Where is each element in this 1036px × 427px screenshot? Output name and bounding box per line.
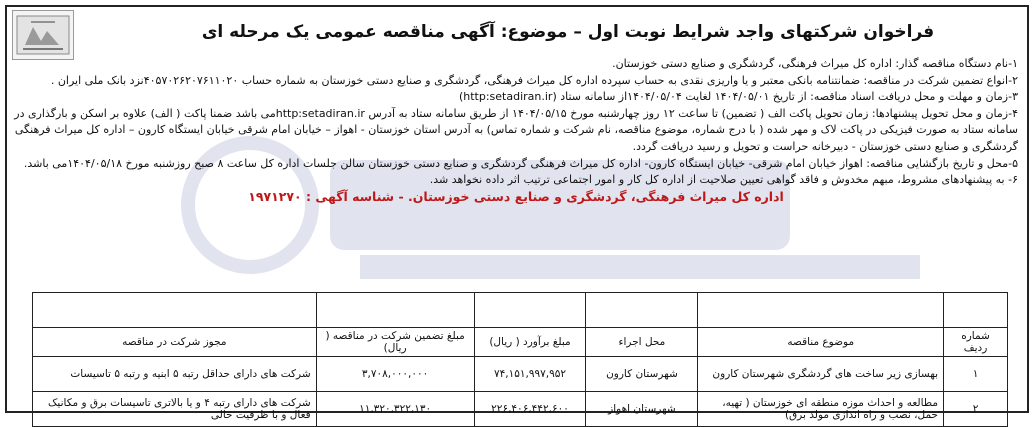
cell-guarantee: ۳,۷۰۸,۰۰۰,۰۰۰ [316, 357, 474, 392]
clause-6: ۶- به پیشنهادهای مشروط، مبهم مخدوش و فاقد گواهی تعیین صلاحیت از اداره کل کار و امور اجتماعی ترتیب اثر داده نخواهد شد. [429, 173, 1018, 187]
clause-3: ۳-زمان و مهلت و محل دریافت اسناد مناقصه: از تاریخ ۱۴۰۴/۰۵/۰۱ لغایت ۱۴۰۴/۰۵/۰۴از سامانه ستاد (http:setadiran.ir) [458, 90, 1018, 104]
clause-5: ۵-محل و تاریخ بازگشایی مناقصه: اهواز خیابان امام شرقی- خیابان ایستگاه کارون- اداره کل میراث فرهنگی گردشگری و صنایع دستی خوزستان سالن جلسات اداره کل ساعت ۸ صبح روزشنبه مورخ ۱۴۰۴/۰۵/۱۸می باشد. [23, 156, 1018, 170]
notice-body [14, 56, 1018, 205]
header-guarantee: مبلغ تضمین شرکت در مناقصه ( ریال) [316, 328, 474, 357]
header-estimate: مبلغ برآورد ( ریال) [474, 328, 586, 357]
cell-estimate: ۲۲۶,۴۰۶,۴۴۲,۶۰۰ [474, 392, 586, 427]
cell-license: شرکت های دارای حداقل رتبه ۵ ابنیه و رتبه ۵ تاسیسات [33, 357, 317, 392]
header-location: محل اجراء [586, 328, 698, 357]
cell-subject: بهسازی زیر ساخت های گردشگری شهرستان کارون [698, 357, 944, 392]
cell-row-no: ۱ [944, 357, 1008, 392]
clause-4: ۴-زمان و محل تحویل پیشنهادها: زمان تحویل پاکت الف ( تضمین) تا ساعت ۱۲ روز چهارشنبه مورخ ۱۴۰۴/۰۵/۱۵ از طریق سامانه ستاد به آدرس http:setadiran.irمی باشد ضمنا پاکت ( الف) علاوه بر اسکن و بارگذاری در سامانه ستاد به صورت فیزیکی در پاکت لاک و مهر شده ( با درج شماره، موضوع مناقصه، نام شرکت و شماره تماس) به آدرس استان خوزستان - اهواز – خیابان امام شرقی خیابان ایستگاه کارون – اداره کل میراث فرهنگی گردشگری و صنایع دستی خوزستان - دبیرخانه حراست و تحویل و رسید دریافت گردد. [14, 106, 1018, 153]
clause-1: ۱-نام دستگاه مناقصه گذار: اداره کل میراث فرهنگی، گردشگری و صنایع دستی خوزستان. [612, 57, 1018, 70]
header-subject: موضوع مناقصه [698, 328, 944, 357]
cell-guarantee: ۱۱,۳۲۰,۳۲۲,۱۳۰ [316, 392, 474, 427]
notice-title: فراخوان شرکتهای واجد شرایط نوبت اول – موضوع: آگهی مناقصه عمومی یک مرحله ای [201, 22, 935, 42]
table-row [33, 357, 1008, 392]
announcer-line: اداره کل میراث فرهنگی، گردشگری و صنایع دستی خوزستان. - شناسه آگهی : ۱۹۷۱۲۷۰ [248, 188, 784, 204]
table-row [33, 392, 1008, 427]
cell-row-no: ۲ [944, 392, 1008, 427]
header-row-no: شماره ردیف [944, 328, 1008, 357]
organization-logo [12, 10, 74, 60]
table-spacer-row [33, 293, 1008, 328]
cell-location: شهرستان اهواز [586, 392, 698, 427]
cell-location: شهرستان کارون [586, 357, 698, 392]
cell-subject: مطالعه و احداث موزه منطقه ای خوزستان ( تهیه، حمل، نصب و راه اندازی مولد برق) [698, 392, 944, 427]
cell-license: شرکت های دارای رتبه ۴ و یا بالاتری تاسیسات برق و مکانیک فعال و با ظرفیت خالی [33, 392, 317, 427]
clause-2: ۲-انواع تضمین شرکت در مناقصه: ضمانتنامه بانکی معتبر و یا واریزی نقدی به حساب سپرده اداره کل میراث فرهنگی، گردشگری و صنایع دستی خوزستان به شماره حساب ۴۰۵۷۰۲۶۲۰۷۶۱۱۰۲۰نزد بانک ملی ایران . [50, 73, 1018, 87]
header-license: مجوز شرکت در مناقصه [33, 328, 317, 357]
cell-estimate: ۷۴,۱۵۱,۹۹۷,۹۵۲ [474, 357, 586, 392]
table-header-row [33, 328, 1008, 357]
tender-table [32, 292, 1008, 427]
